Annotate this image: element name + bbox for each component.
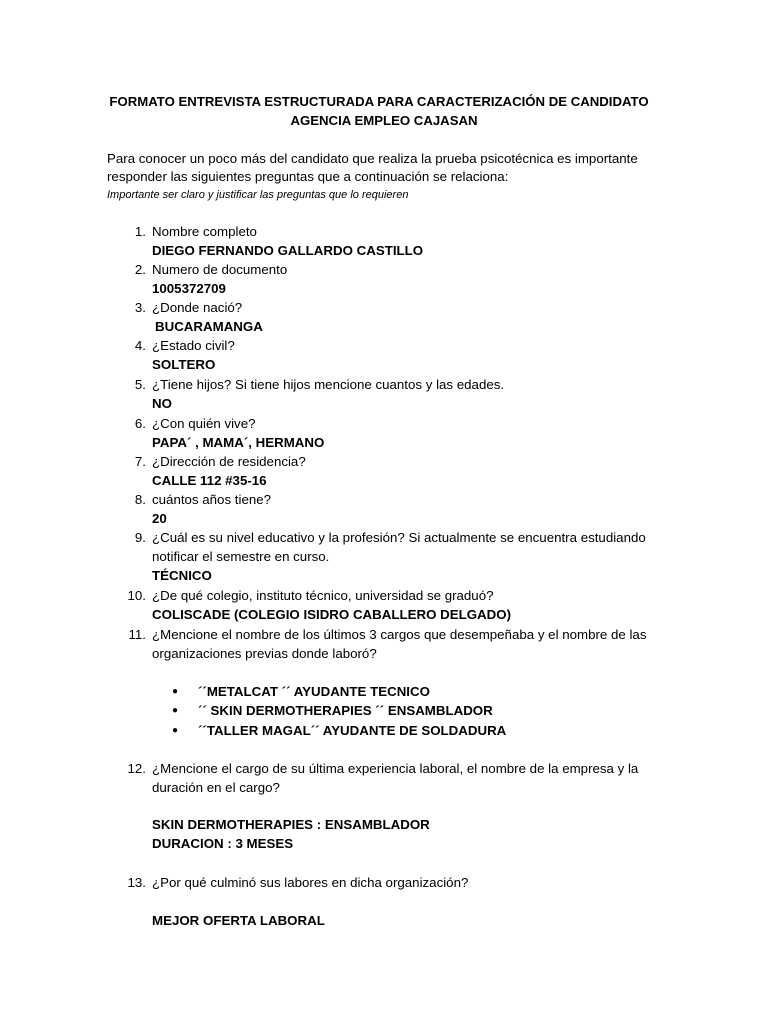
question-number: 12. [127,761,146,776]
question-text: ¿Estado civil? [152,338,235,353]
bullet-icon: ● [172,686,179,697]
question-number: 7. [134,454,146,469]
question-text: ¿Mencione el cargo de su última experiencia laboral, el nombre de la empresa y la duración en el cargo? [152,761,639,795]
answer-text: SKIN DERMOTHERAPIES : ENSAMBLADOR [152,817,430,832]
question-number: 5. [134,377,146,392]
question-number: 6. [134,416,146,431]
question-text: ¿Mencione el nombre de los últimos 3 cargos que desempeñaba y el nombre de las organizaciones previas donde laboró? [152,627,647,661]
question-text: Nombre completo [152,224,257,239]
question-number: 2. [134,262,146,277]
answer-text: DURACION : 3 MESES [152,836,294,851]
answer-text: 20 [152,511,167,526]
question-text: Numero de documento [152,262,288,277]
question-text: ¿Tiene hijos? Si tiene hijos mencione cuantos y las edades. [152,377,505,392]
question-number: 9. [134,530,146,545]
question-number: 11. [128,627,146,642]
question-number: 1. [134,224,146,239]
answer-text: SOLTERO [152,357,216,372]
list-item: ´´ SKIN DERMOTHERAPIES ´´ ENSAMBLADOR [198,703,493,718]
intro-note: Importante ser claro y justificar las preguntas que lo requieren [107,189,409,201]
answer-text: PAPA´ , MAMA´, HERMANO [152,435,325,450]
question-number: 4. [134,338,146,353]
answer-text: COLISCADE (COLEGIO ISIDRO CABALLERO DELGADO) [152,607,512,622]
list-item: ´´METALCAT ´´ AYUDANTE TECNICO [198,684,430,699]
answer-text: TÉCNICO [152,568,212,583]
question-text: ¿Donde nació? [152,300,243,315]
answer-text: CALLE 112 #35-16 [152,473,267,488]
question-text: ¿Cuál es su nivel educativo y la profesión? Si actualmente se encuentra estudiando notificar el semestre en curso. [152,530,646,564]
question-number: 10. [127,588,146,603]
intro-paragraph: Para conocer un poco más del candidato que realiza la prueba psicotécnica es importante responder las siguientes preguntas que a continuación se relaciona: [107,151,638,184]
list-item: ´´TALLER MAGAL´´ AYUDANTE DE SOLDADURA [198,723,507,738]
question-text: ¿Dirección de residencia? [152,454,306,469]
document-subtitle: AGENCIA EMPLEO CAJASAN [290,113,478,128]
question-text: cuántos años tiene? [152,492,272,507]
answer-text: BUCARAMANGA [155,319,263,334]
question-text: ¿De qué colegio, instituto técnico, universidad se graduó? [152,588,494,603]
document-title: FORMATO ENTREVISTA ESTRUCTURADA PARA CARACTERIZACIÓN DE CANDIDATO [109,94,649,109]
question-text: ¿Con quién vive? [152,416,256,431]
answer-text: NO [152,396,172,411]
answer-text: DIEGO FERNANDO GALLARDO CASTILLO [152,243,424,258]
bullet-icon: ● [172,725,179,736]
question-number: 13. [127,875,146,890]
question-text: ¿Por qué culminó sus labores en dicha organización? [152,875,469,890]
question-number: 3. [134,300,146,315]
bullet-icon: ● [172,705,179,716]
answer-text: MEJOR OFERTA LABORAL [152,913,325,928]
question-number: 8. [134,492,146,507]
answer-text: 1005372709 [152,281,226,296]
